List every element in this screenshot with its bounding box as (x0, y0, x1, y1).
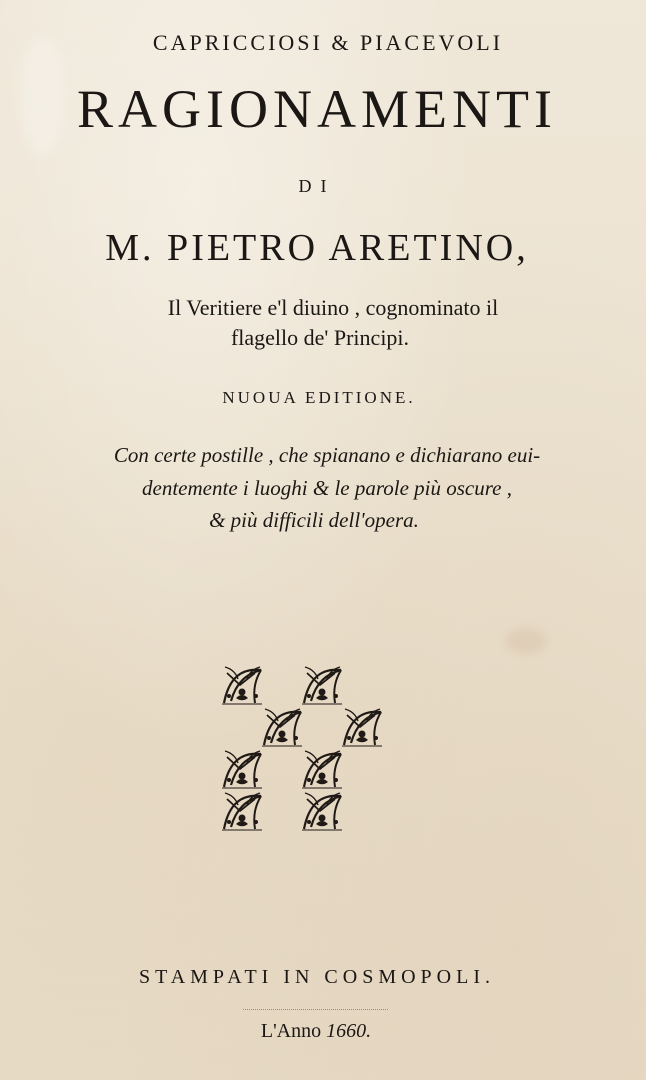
date-year: 1660. (326, 1020, 372, 1042)
main-title: RAGIONAMENTI (77, 79, 557, 139)
subtitle-line-1: Il Veritiere e'l diuino , cognominato il (167, 295, 499, 320)
date-prefix: L'Anno (260, 1020, 327, 1042)
title-line-3: DI (298, 176, 336, 196)
date-line (0, 1020, 639, 1043)
notes-line-2: dentemente i luoghi & le parole più oscure , (142, 476, 512, 500)
printer-ornament-icon (220, 663, 386, 833)
title-line-1: CAPRICCIOSI & PIACEVOLI (152, 30, 504, 55)
imprint-line: STAMPATI IN COSMOPOLI. (138, 966, 496, 988)
edition-line: NUOUA EDITIONE. (222, 388, 416, 407)
divider (243, 1009, 388, 1011)
notes-line-1: Con certe postille , che spianano e dichiarano eui- (113, 443, 541, 467)
subtitle-line-2: flagello de' Principi. (230, 325, 410, 350)
author-line: M. PIETRO ARETINO, (105, 227, 529, 269)
notes-line-3: & più difficili dell'opera. (209, 508, 419, 532)
paper-stain (505, 628, 547, 654)
